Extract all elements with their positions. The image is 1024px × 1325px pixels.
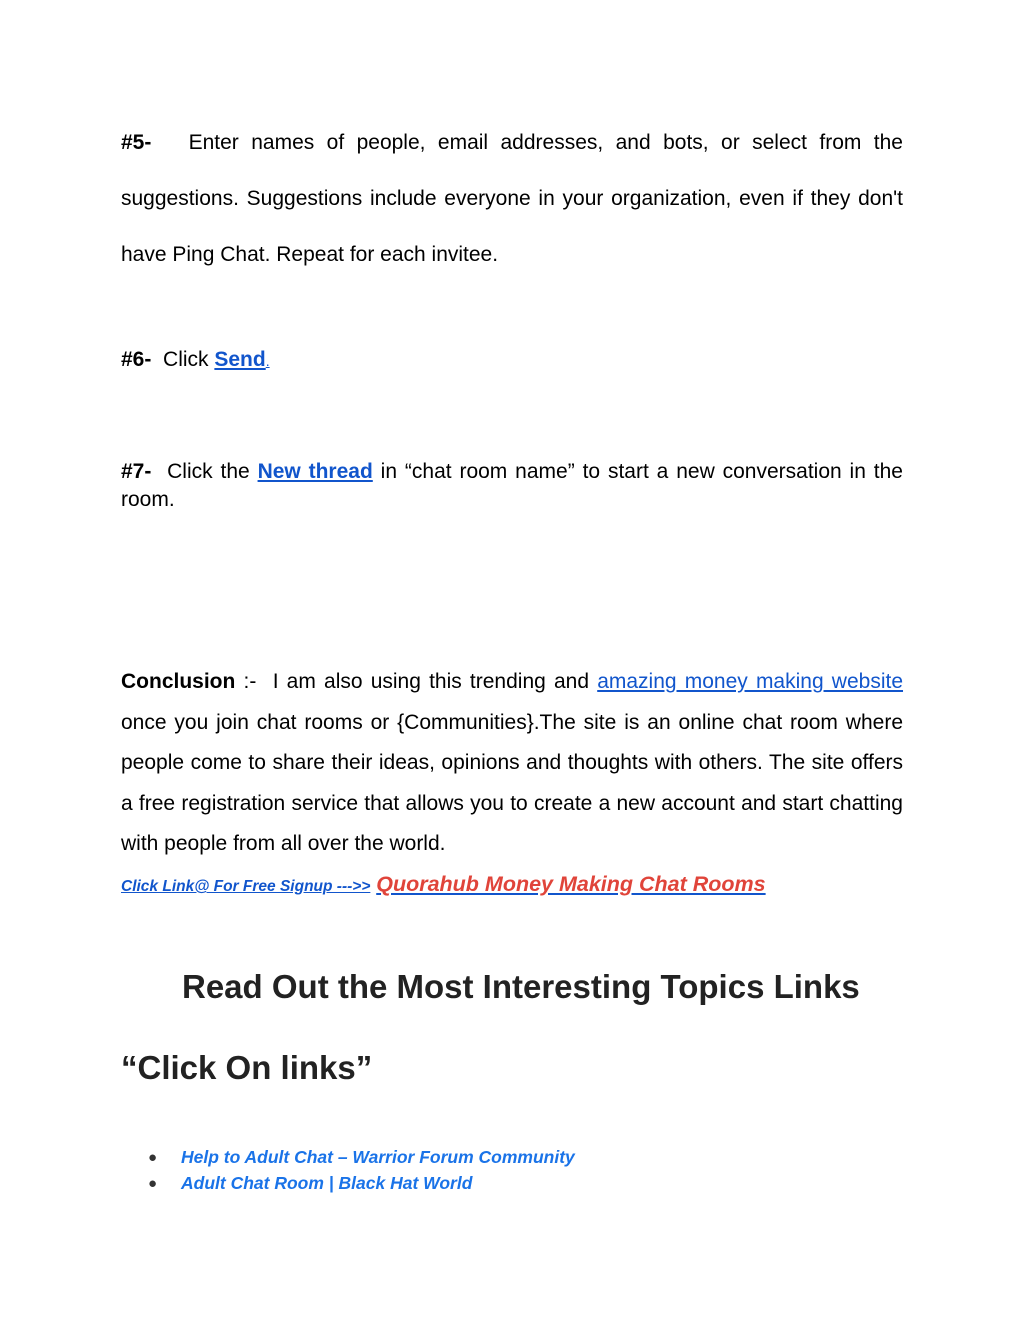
step-6-text: Click [163, 348, 209, 371]
click-on-links-heading: “Click On links” [121, 1049, 373, 1086]
free-signup-link[interactable]: Click Link@ For Free Signup --->> [121, 878, 371, 895]
adult-chat-warrior-forum-link[interactable]: Help to Adult Chat – Warrior Forum Community [181, 1147, 575, 1167]
bullet-icon: ● [148, 1149, 158, 1166]
conclusion-paragraph [121, 662, 903, 865]
list-item [148, 1145, 575, 1171]
step-7-paragraph [121, 458, 903, 514]
conclusion-separator: :- [243, 670, 257, 693]
send-link-period: . [265, 353, 270, 369]
adult-chat-black-hat-world-link[interactable]: Adult Chat Room | Black Hat World [181, 1172, 473, 1193]
step-7-text-after: in “chat room name” to start a new conversation in the room. [121, 460, 903, 511]
step-5-label: #5- [121, 131, 152, 154]
conclusion-text-after: once you join chat rooms or {Communities}.The site is an online chat room where people come to share their ideas, opinions and thoughts with others. The site offers a free registration service that allows you to create a new account and start chatting with people from all over the world. [121, 710, 903, 855]
send-link[interactable]: Send [214, 348, 266, 371]
step-6-paragraph [121, 342, 903, 379]
step-7-label: #7- [121, 460, 152, 483]
step-6-label: #6- [121, 348, 152, 371]
amazing-money-making-website-link[interactable]: amazing money making website [597, 670, 904, 693]
quorahub-chat-rooms-link[interactable]: Quorahub Money Making Chat Rooms [376, 872, 766, 896]
topics-heading: Read Out the Most Interesting Topics Links [182, 968, 860, 1005]
step-5-paragraph [121, 115, 903, 283]
topic-links-list [148, 1145, 575, 1196]
new-thread-link[interactable]: New thread [257, 460, 373, 483]
list-item [148, 1171, 575, 1197]
conclusion-text-before: I am also using this trending and [272, 670, 590, 693]
signup-line [121, 867, 903, 904]
bullet-icon: ● [148, 1174, 158, 1192]
step-5-text: Enter names of people, email addresses, and bots, or select from the suggestions. Suggestions include everyone in your organization, even if they don't have Ping Chat. Repeat for each invitee. [121, 131, 903, 266]
step-7-text-before: Click the [167, 460, 250, 483]
conclusion-label: Conclusion [121, 670, 236, 693]
